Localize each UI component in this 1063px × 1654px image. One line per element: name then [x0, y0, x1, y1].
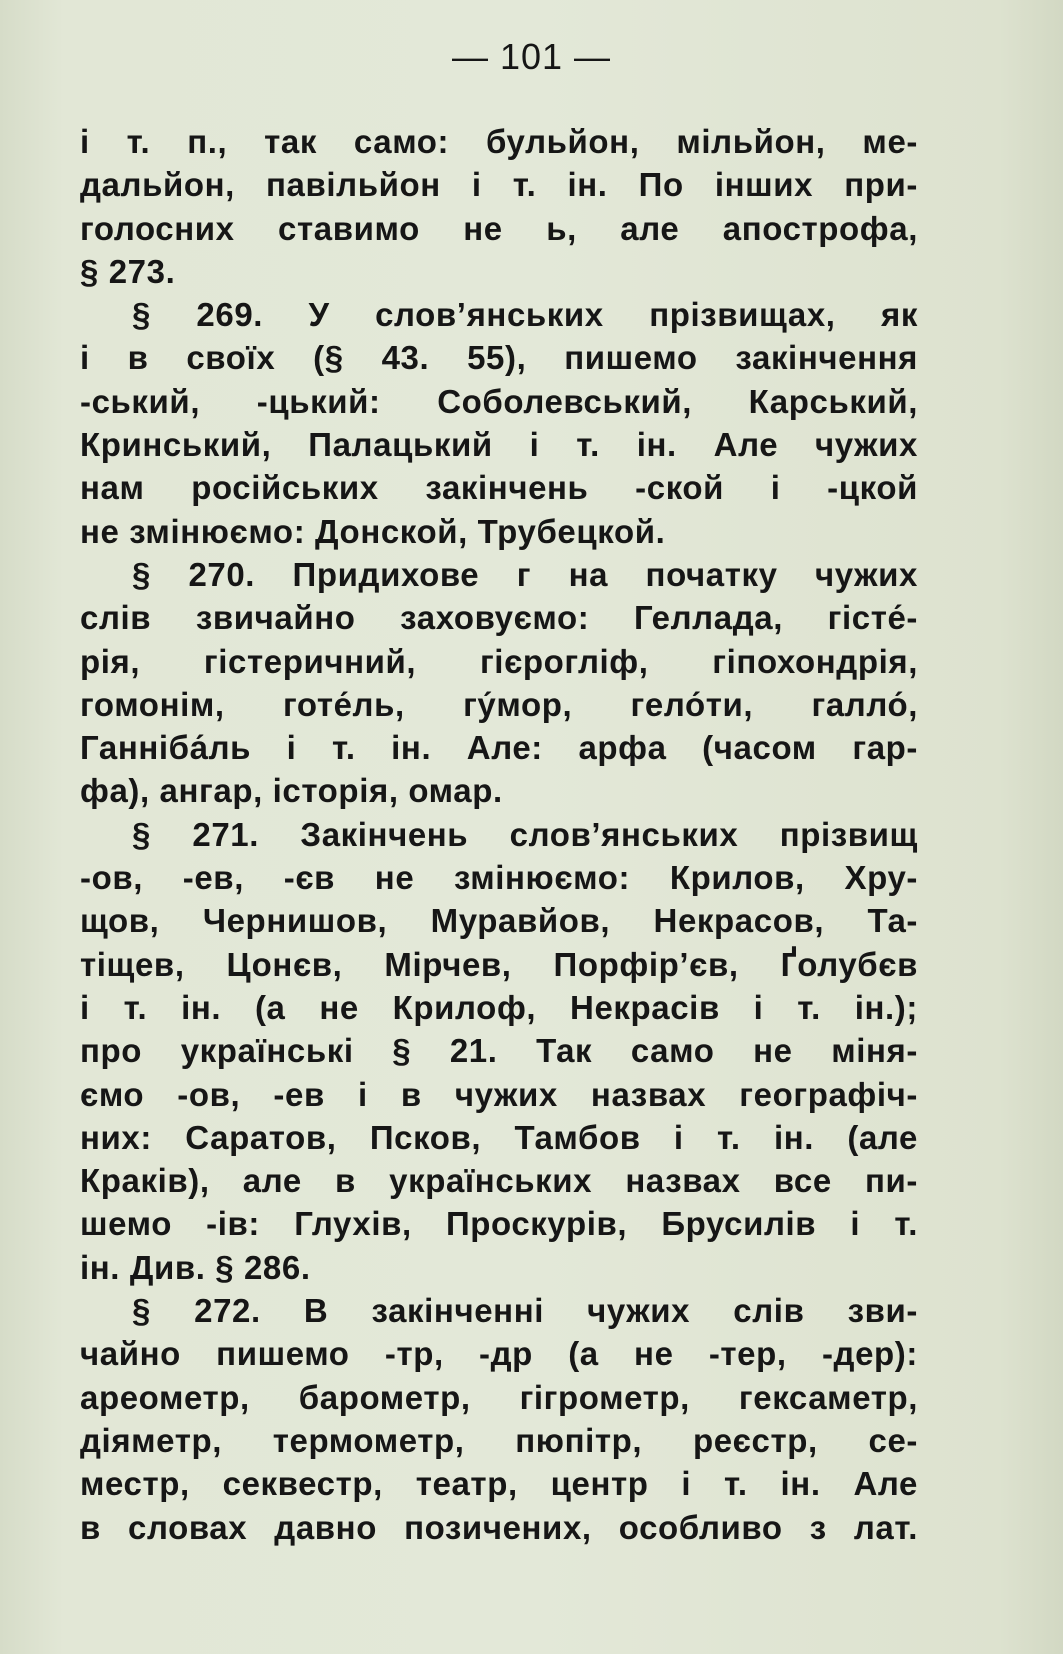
text-line: -ський, -цький: Соболевський, Карський, [80, 382, 918, 420]
text-line: і т. п., так само: бульйон, мільйон, ме- [80, 123, 918, 160]
text-line: них: Саратов, Псков, Тамбов і т. ін. (але [80, 1118, 918, 1156]
text-line: голосних ставимо не ь, але апострофа, [80, 209, 918, 247]
text-line: дальйон, павільйон і т. ін. По інших при- [80, 166, 918, 204]
text-line: -ов, -ев, -єв не змінюємо: Крилов, Хру- [80, 859, 918, 897]
text-line: і т. ін. (а не Крилоф, Некрасів і т. ін.); [80, 988, 918, 1026]
text-line: § 269. У слов’янських прізвищах, як [132, 296, 918, 334]
page-number: — 101 — [451, 36, 612, 77]
text-line: слів звичайно заховуємо: Геллада, гісте́- [80, 599, 918, 637]
text-line: чайно пишемо -тр, -др (а не -тер, -дер): [80, 1335, 918, 1373]
body-text [80, 120, 918, 1549]
text-line: щов, Чернишов, Муравйов, Некрасов, Та- [80, 902, 918, 940]
text-line: про українські § 21. Так само не міня- [80, 1032, 918, 1070]
text-line: рія, гістеричний, гієрогліф, гіпохондрія, [80, 642, 918, 680]
text-line: § 271. Закінчень слов’янських прізвищ [132, 815, 918, 853]
text-line: нам російських закінчень -ской і -цкой [80, 469, 918, 507]
text-line: § 270. Придихове г на початку чужих [132, 555, 918, 593]
text-line: фа), ангар, історія, омар. [80, 772, 503, 810]
text-line: § 273. [80, 252, 176, 290]
text-line: шемо -ів: Глухів, Проскурів, Брусилів і т. [80, 1205, 918, 1243]
text-line: тіщев, Цонєв, Мірчев, Порфір’єв, Ґолубєв [80, 945, 918, 983]
text-line: ареометр, барометр, гігрометр, гексаметр, [80, 1378, 918, 1416]
text-line: Ганніба́ль і т. ін. Але: арфа (часом гар- [80, 729, 918, 767]
text-line: § 272. В закінченні чужих слів зви- [132, 1292, 918, 1330]
text-line: в словах давно позичених, особливо з лат. [80, 1508, 918, 1546]
text-line: местр, секвестр, театр, центр і т. ін. Але [80, 1465, 918, 1503]
text-line: Кринський, Палацький і т. ін. Але чужих [80, 426, 918, 464]
text-line: і в своїх (§ 43. 55), пишемо закінчення [80, 339, 918, 377]
text-line: ін. Див. § 286. [80, 1248, 311, 1286]
text-line: ємо -ов, -ев і в чужих назвах географіч- [80, 1075, 918, 1113]
text-line: не змінюємо: Донской, Трубецкой. [80, 512, 666, 550]
text-line: гомонім, готе́ль, гу́мор, гело́ти, галло́, [80, 685, 918, 723]
text-line: Краків), але в українських назвах все пи- [80, 1162, 918, 1200]
text-line: діяметр, термометр, пюпітр, реєстр, се- [80, 1421, 918, 1459]
